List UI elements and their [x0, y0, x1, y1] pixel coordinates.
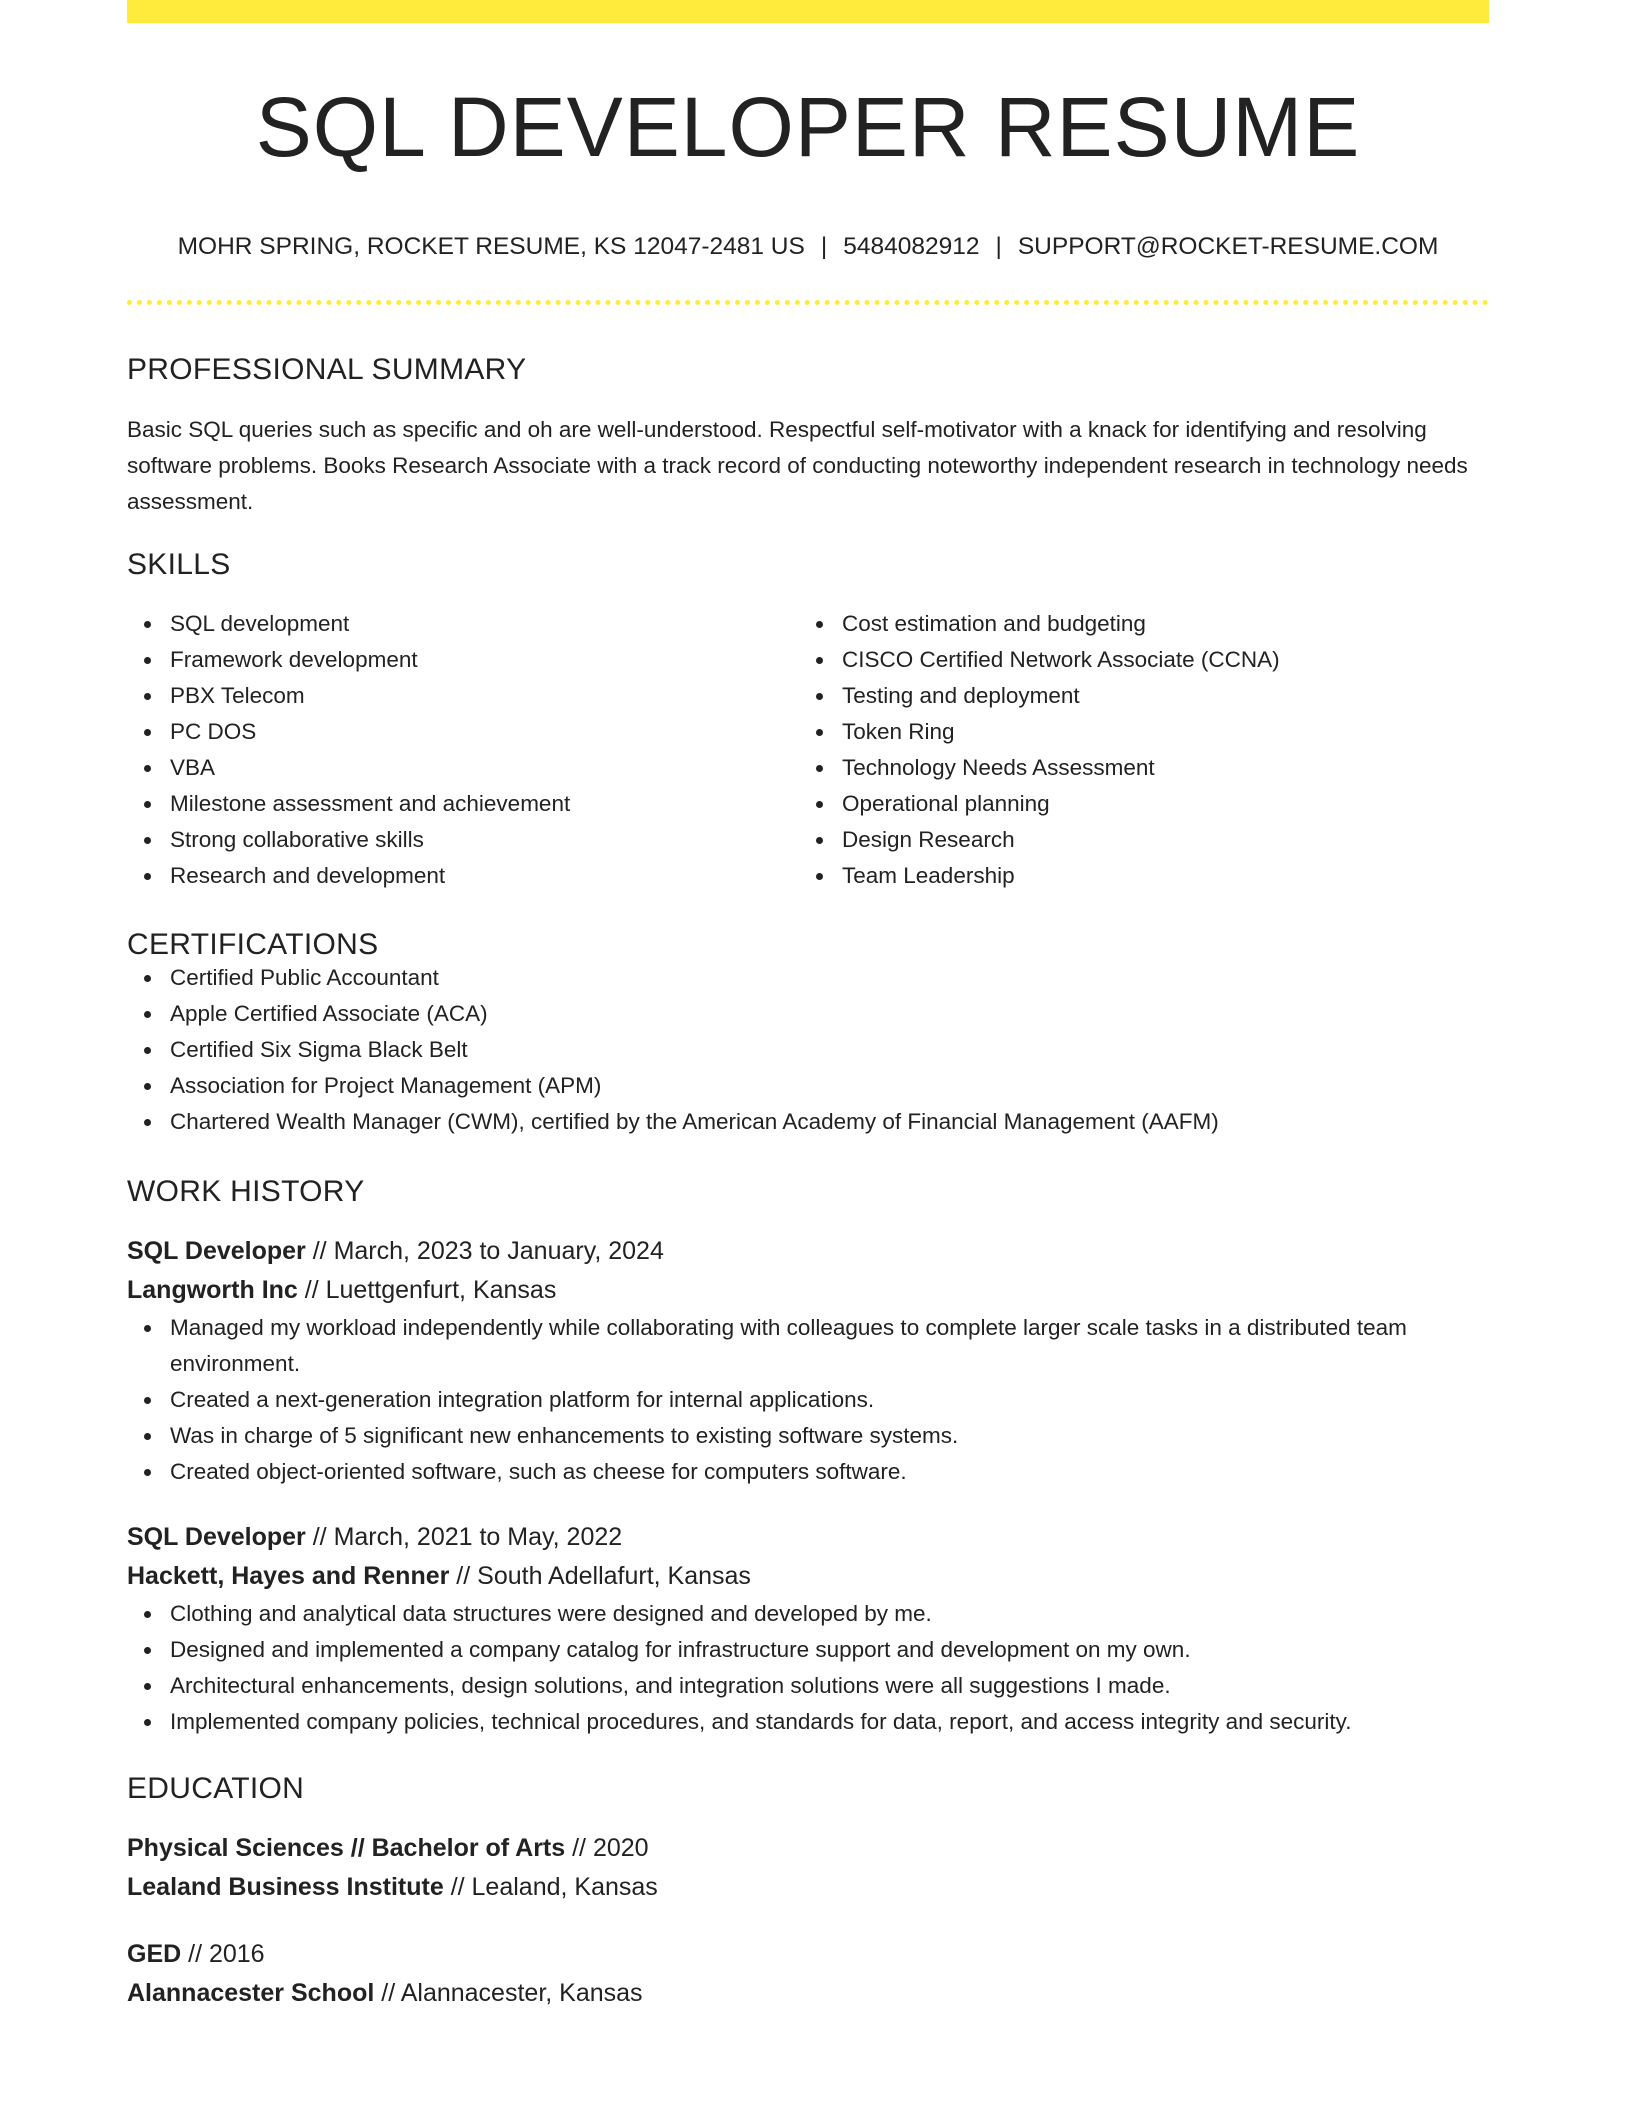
- education-school-line: [127, 1974, 1489, 2013]
- education-heading: EDUCATION: [127, 1771, 305, 1805]
- job-bullets: [127, 1310, 1489, 1490]
- education-degree: Physical Sciences // Bachelor of Arts: [127, 1833, 566, 1862]
- skills-columns: [127, 606, 1489, 894]
- skill-item: PBX Telecom: [127, 678, 799, 714]
- job-title-line: [127, 1232, 1489, 1271]
- certification-item: Certified Public Accountant: [127, 960, 1489, 996]
- education-degree-line: [127, 1935, 1489, 1974]
- job-entry: [127, 1518, 1489, 1740]
- job-bullet: Clothing and analytical data structures were designed and developed by me.: [127, 1596, 1489, 1632]
- contact-separator: |: [820, 233, 828, 260]
- education-degree-line: [127, 1829, 1489, 1868]
- education-degree: GED: [127, 1939, 182, 1968]
- summary-heading: PROFESSIONAL SUMMARY: [127, 352, 527, 386]
- job-title: SQL Developer: [127, 1236, 306, 1265]
- skill-item: Team Leadership: [799, 858, 1471, 894]
- skill-item: SQL development: [127, 606, 799, 642]
- job-title: SQL Developer: [127, 1522, 306, 1551]
- skill-item: Design Research: [799, 822, 1471, 858]
- skill-item: Framework development: [127, 642, 799, 678]
- education-school: Alannacester School: [127, 1978, 375, 2007]
- job-bullet: Was in charge of 5 significant new enhancements to existing software systems.: [127, 1418, 1489, 1454]
- job-company: Hackett, Hayes and Renner: [127, 1561, 450, 1590]
- education-location: // Lealand, Kansas: [443, 1872, 658, 1901]
- job-bullets: [127, 1596, 1489, 1740]
- certification-item: Chartered Wealth Manager (CWM), certified by the American Academy of Financial Management (AAFM): [127, 1104, 1489, 1140]
- education-year: // 2020: [565, 1833, 649, 1862]
- education-entry: [127, 1935, 1489, 2013]
- skill-item: VBA: [127, 750, 799, 786]
- job-bullet: Designed and implemented a company catalog for infrastructure support and development on my own.: [127, 1632, 1489, 1668]
- skill-item: Cost estimation and budgeting: [799, 606, 1471, 642]
- job-company-line: [127, 1557, 1489, 1596]
- certification-item: Apple Certified Associate (ACA): [127, 996, 1489, 1032]
- skill-item: Milestone assessment and achievement: [127, 786, 799, 822]
- skill-item: Strong collaborative skills: [127, 822, 799, 858]
- job-location: // South Adellafurt, Kansas: [449, 1561, 751, 1590]
- job-bullet: Created a next-generation integration platform for internal applications.: [127, 1382, 1489, 1418]
- job-company-line: [127, 1271, 1489, 1310]
- contact-address: MOHR SPRING, ROCKET RESUME, KS 12047-2481 US: [177, 233, 805, 260]
- contact-phone[interactable]: 5484082912: [843, 233, 980, 260]
- resume-page: [127, 0, 1489, 2013]
- education-entry: [127, 1829, 1489, 1907]
- contact-line: [127, 235, 1489, 260]
- job-title-line: [127, 1518, 1489, 1557]
- contact-email[interactable]: SUPPORT@ROCKET-RESUME.COM: [1017, 233, 1439, 260]
- job-company: Langworth Inc: [127, 1275, 298, 1304]
- certifications-list: [127, 960, 1489, 1140]
- skill-item: PC DOS: [127, 714, 799, 750]
- contact-separator: |: [995, 233, 1002, 260]
- education-school-line: [127, 1868, 1489, 1907]
- job-bullet: Implemented company policies, technical procedures, and standards for data, report, and access integrity and security.: [127, 1704, 1489, 1740]
- work-history-heading: WORK HISTORY: [127, 1174, 365, 1208]
- skills-list-right: [799, 606, 1471, 894]
- skill-item: Operational planning: [799, 786, 1471, 822]
- dotted-divider: [127, 300, 1489, 305]
- accent-top-bar: [127, 0, 1489, 23]
- education-location: // Alannacester, Kansas: [374, 1978, 643, 2007]
- certification-item: Association for Project Management (APM): [127, 1068, 1489, 1104]
- job-bullet: Architectural enhancements, design solutions, and integration solutions were all suggestions I made.: [127, 1668, 1489, 1704]
- skill-item: Research and development: [127, 858, 799, 894]
- skills-heading: SKILLS: [127, 547, 231, 581]
- job-location: // Luettgenfurt, Kansas: [297, 1275, 557, 1304]
- skill-item: Testing and deployment: [799, 678, 1471, 714]
- job-bullet: Created object-oriented software, such as cheese for computers software.: [127, 1454, 1489, 1490]
- summary-text: Basic SQL queries such as specific and oh are well-understood. Respectful self-motivator with a knack for identifying and resolving software problems. Books Research Associate with a track record of conducting noteworthy independent research in technology needs assessment.: [127, 416, 1468, 514]
- job-dates: // March, 2021 to May, 2022: [305, 1522, 623, 1551]
- certification-item: Certified Six Sigma Black Belt: [127, 1032, 1489, 1068]
- education-school: Lealand Business Institute: [127, 1872, 444, 1901]
- skill-item: Technology Needs Assessment: [799, 750, 1471, 786]
- job-entry: [127, 1232, 1489, 1490]
- education-year: // 2016: [181, 1939, 265, 1968]
- certifications-heading: CERTIFICATIONS: [127, 927, 379, 961]
- skill-item: CISCO Certified Network Associate (CCNA): [799, 642, 1471, 678]
- skill-item: Token Ring: [799, 714, 1471, 750]
- skills-list-left: [127, 606, 799, 894]
- job-bullet: Managed my workload independently while collaborating with colleagues to complete larger scale tasks in a distributed team environment.: [127, 1310, 1489, 1382]
- resume-title: SQL DEVELOPER RESUME: [255, 80, 1361, 174]
- job-dates: // March, 2023 to January, 2024: [305, 1236, 664, 1265]
